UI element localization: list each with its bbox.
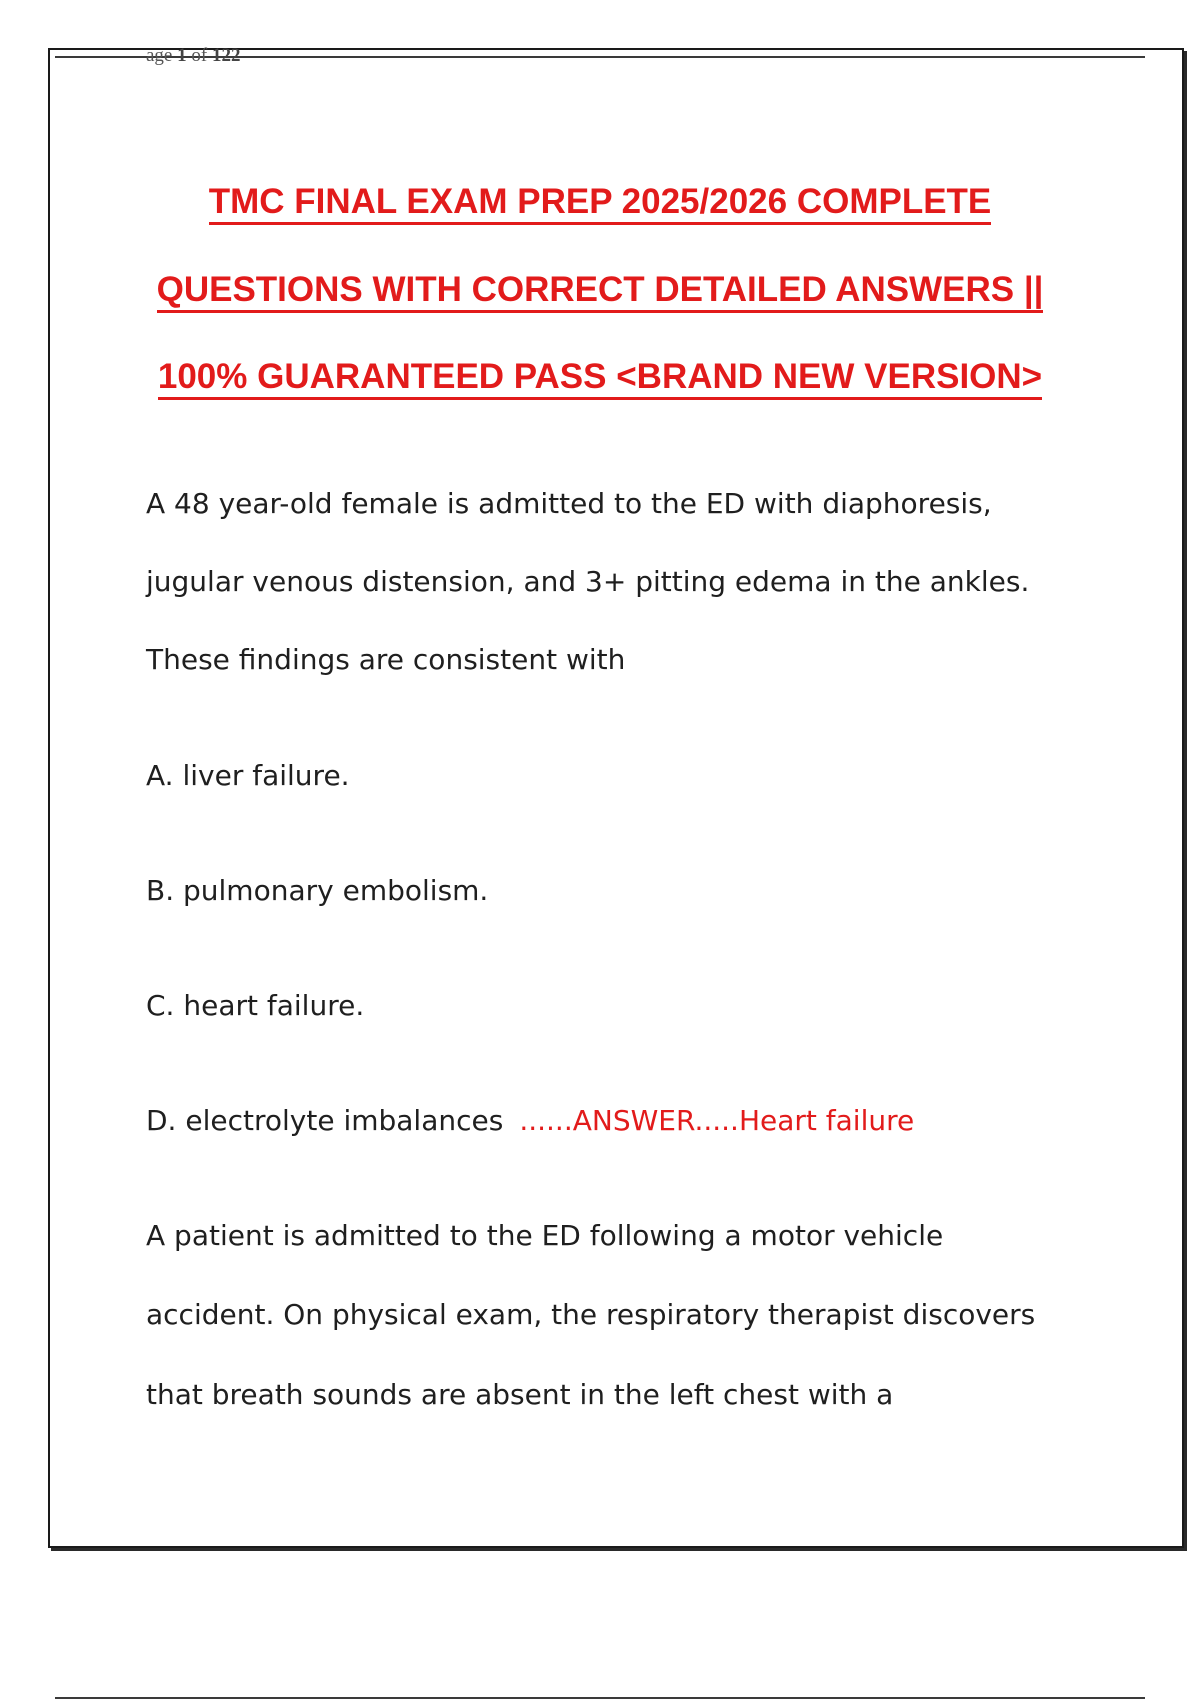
title-line-1-text: TMC FINAL EXAM PREP 2025/2026 COMPLETE [209,182,992,225]
page-total: 122 [211,45,241,66]
question-1-option-a: A. liver failure. [146,759,350,792]
question-1-option-d: D. electrolyte imbalances [146,1104,504,1137]
question-1-option-d-row [146,1103,914,1139]
question-2-stem-line-1: A patient is admitted to the ED following a motor vehicle [146,1219,944,1252]
page-current: 1 [177,45,187,66]
title-line-3 [0,355,1200,399]
question-2-stem-line-2: accident. On physical exam, the respiratory therapist discovers [146,1298,1036,1331]
question-1-answer: ......ANSWER.....Heart failure [519,1104,915,1137]
question-2-stem-line-3: that breath sounds are absent in the left chest with a [146,1378,894,1411]
page-indicator-prefix: age [146,45,178,66]
question-1-option-c: C. heart failure. [146,989,365,1022]
title-line-2-text: QUESTIONS WITH CORRECT DETAILED ANSWERS || [157,270,1044,313]
footer-rule [55,1697,1145,1699]
title-line-3-text: 100% GUARANTEED PASS <BRAND NEW VERSION> [158,357,1042,400]
question-1-option-b: B. pulmonary embolism. [146,874,489,907]
page-indicator [146,46,240,66]
title-line-2 [0,268,1200,312]
page-indicator-of: of [186,45,212,66]
question-1-stem-line-3: These findings are consistent with [146,643,626,676]
question-1-stem-line-2: jugular venous distension, and 3+ pitting edema in the ankles. [146,565,1030,598]
question-1-stem-line-1: A 48 year-old female is admitted to the ED with diaphoresis, [146,487,992,520]
title-line-1 [0,180,1200,224]
